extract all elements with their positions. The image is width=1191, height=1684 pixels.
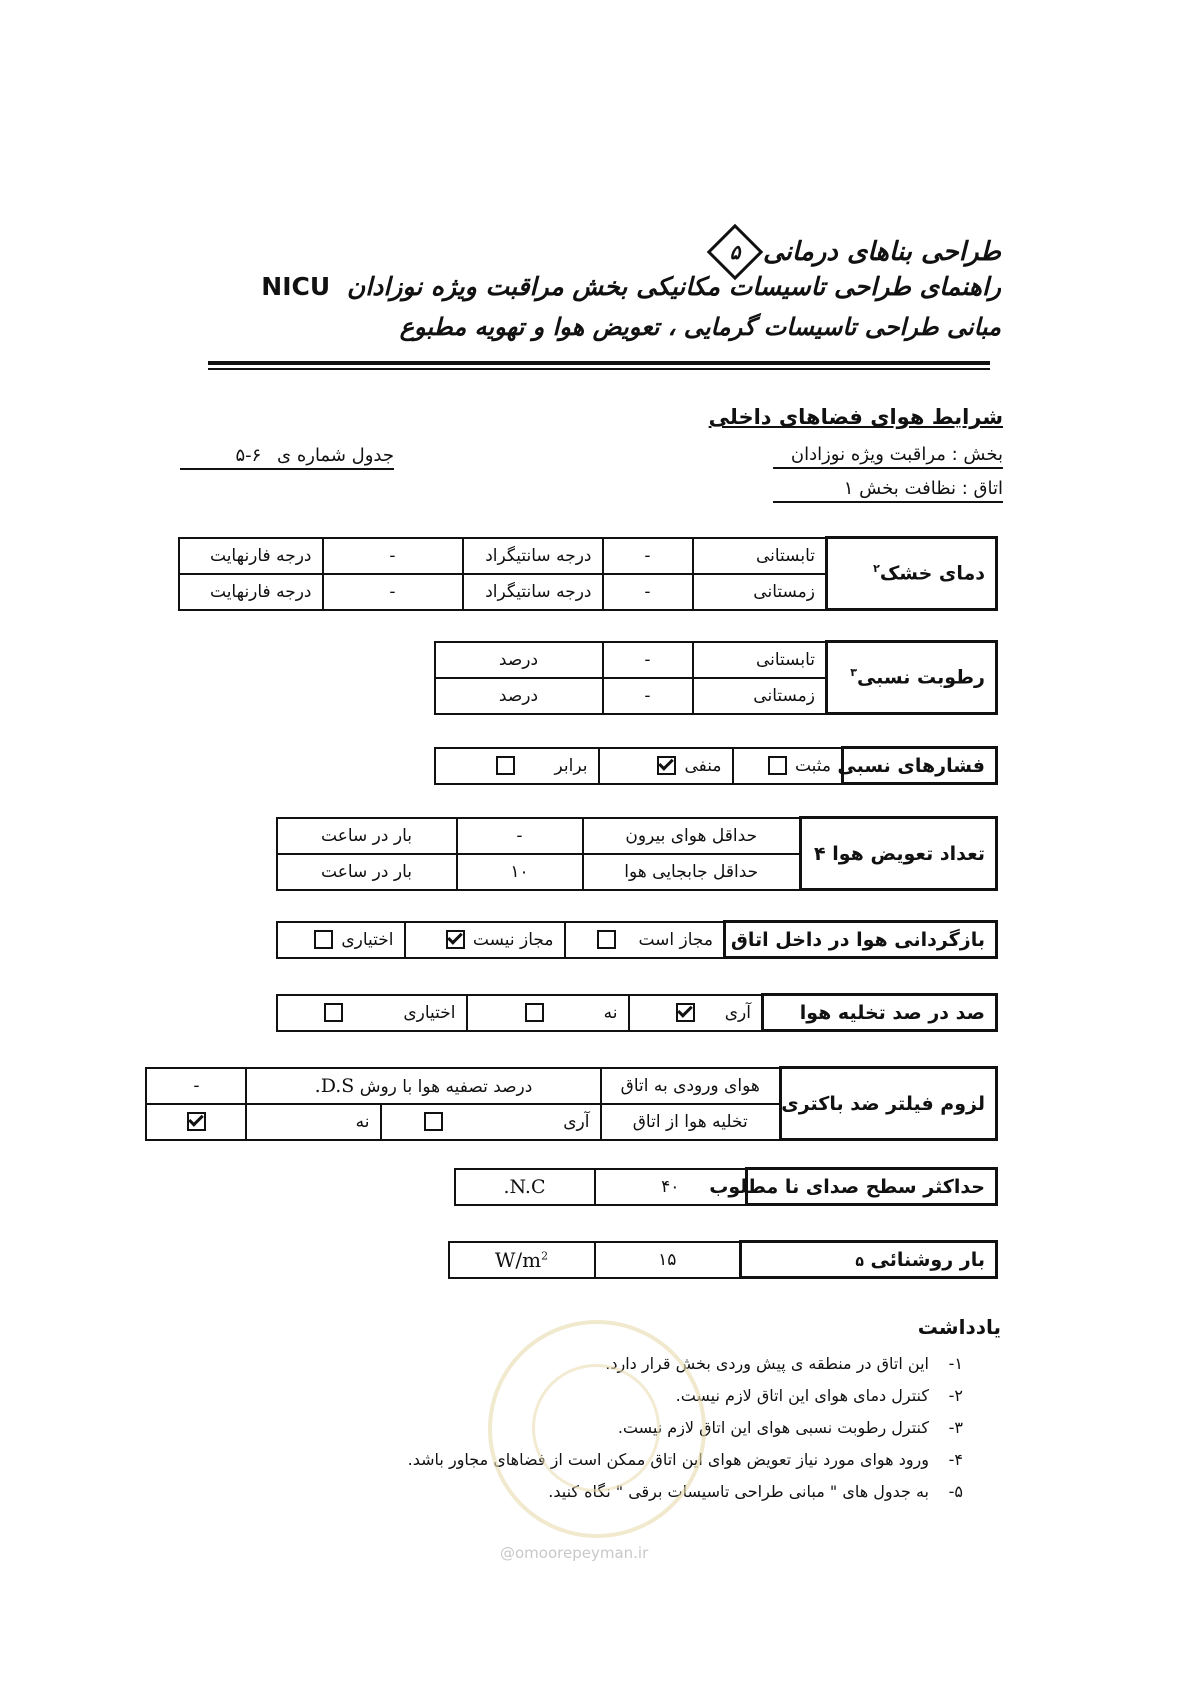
filter-label: لزوم فیلتر ضد باکتری bbox=[781, 1068, 997, 1140]
header-rule-thin bbox=[208, 368, 990, 370]
winter-label: زمستانی bbox=[693, 574, 827, 610]
exhaust-no: نه bbox=[467, 995, 629, 1031]
humidity-winter-value: - bbox=[603, 678, 693, 714]
pressure-negative: منفی bbox=[599, 748, 733, 784]
optional-checkbox[interactable] bbox=[314, 930, 333, 949]
humidity-winter: زمستانی bbox=[693, 678, 827, 714]
lighting-table bbox=[448, 1240, 999, 1279]
filter-yes: آری bbox=[381, 1104, 601, 1140]
watermark-seal bbox=[488, 1320, 706, 1538]
summer-label: تابستانی bbox=[693, 538, 827, 574]
at-icon: @ bbox=[500, 1544, 515, 1562]
exhaust-optional-checkbox[interactable] bbox=[324, 1003, 343, 1022]
min-air-change: حداقل جابجایی هوا bbox=[583, 854, 801, 890]
filter-no: نه bbox=[246, 1104, 380, 1140]
min-air-change-value: ۱۰ bbox=[457, 854, 583, 890]
recirc-optional: اختیاری bbox=[277, 922, 405, 958]
winter-c-value: - bbox=[603, 574, 693, 610]
noise-unit: N.C. bbox=[455, 1169, 595, 1205]
filter-no-cell bbox=[146, 1104, 246, 1140]
equal-checkbox[interactable] bbox=[496, 756, 515, 775]
note-item: ۱-این اتاق در منطقه ی پیش وردی بخش قرار دارد. bbox=[605, 1354, 963, 1373]
recirculation-label: بازگردانی هوا در داخل اتاق bbox=[725, 922, 997, 958]
filter-method: درصد تصفیه هوا با روش D.S. bbox=[246, 1068, 600, 1104]
watermark-url: @omoorepeyman.ir bbox=[500, 1544, 649, 1562]
header-nicu: NICU bbox=[261, 272, 331, 301]
summer-c-value: - bbox=[603, 538, 693, 574]
header-rule bbox=[208, 361, 990, 365]
recirc-allowed: مجاز است bbox=[565, 922, 725, 958]
filter-percent-value: - bbox=[146, 1068, 246, 1104]
note-item: ۵-به جدول های " مبانی طراحی تاسیسات برقی " نگاه کنید. bbox=[548, 1482, 963, 1501]
allowed-checkbox[interactable] bbox=[597, 930, 616, 949]
watermark-seal-inner bbox=[532, 1364, 660, 1492]
air-change-label: تعداد تعویض هوا ۴ bbox=[801, 818, 997, 890]
winter-f-unit: درجه فارنهایت bbox=[179, 574, 323, 610]
humidity-summer-unit: درصد bbox=[435, 642, 603, 678]
exhaust-no-checkbox[interactable] bbox=[525, 1003, 544, 1022]
header-line1 bbox=[715, 232, 1001, 272]
summer-c-unit: درجه سانتیگراد bbox=[463, 538, 603, 574]
min-outdoor-air-value: - bbox=[457, 818, 583, 854]
humidity-label: رطوبت نسبی$^۳$ bbox=[827, 642, 997, 714]
dry-temp-label: دمای خشک$^۲$ bbox=[827, 538, 997, 610]
lighting-unit: $W/m^2$ bbox=[449, 1242, 595, 1278]
note-item: ۲-کنترل دمای هوای این اتاق لازم نیست. bbox=[675, 1386, 963, 1405]
noise-value: ۴۰ bbox=[595, 1169, 747, 1205]
recirculation-table bbox=[276, 920, 999, 959]
note-item: ۴-ورود هوای مورد نیاز تعویض هوای این اتاق ممکن است از فضاهای مجاور باشد. bbox=[407, 1450, 963, 1469]
room-line: اتاق : نظافت بخش ۱ bbox=[773, 478, 1003, 503]
supply-air: هوای ورودی به اتاق bbox=[601, 1068, 781, 1104]
exhaust-label: صد در صد تخلیه هوا bbox=[763, 995, 997, 1031]
note-item: ۳-کنترل رطوبت نسبی هوای این اتاق لازم نیست. bbox=[617, 1418, 963, 1437]
min-air-change-unit: بار در ساعت bbox=[277, 854, 457, 890]
not-allowed-checkbox[interactable] bbox=[446, 930, 465, 949]
humidity-table bbox=[434, 640, 999, 715]
department-line: بخش : مراقبت ویژه نوزادان bbox=[773, 444, 1003, 469]
filter-no-checkbox[interactable] bbox=[187, 1112, 206, 1131]
air-change-table bbox=[276, 816, 999, 891]
section-title: شرایط هوای فضاهای داخلی bbox=[708, 405, 1003, 429]
filter-table bbox=[145, 1066, 998, 1141]
lighting-label: بار روشنائی ۵ bbox=[741, 1242, 997, 1278]
header-line2-text: راهنمای طراحی تاسیسات مکانیکی بخش مراقبت ویژه نوزادان bbox=[346, 272, 1001, 301]
dry-temp-table bbox=[178, 536, 999, 611]
pressure-table bbox=[434, 746, 999, 785]
pressure-equal: برابر bbox=[435, 748, 599, 784]
recirc-not-allowed: مجاز نیست bbox=[405, 922, 565, 958]
filter-yes-checkbox[interactable] bbox=[424, 1112, 443, 1131]
notes-title: یادداشت bbox=[917, 1315, 1001, 1339]
humidity-summer-value: - bbox=[603, 642, 693, 678]
noise-table bbox=[454, 1167, 999, 1206]
min-outdoor-air: حداقل هوای بیرون bbox=[583, 818, 801, 854]
positive-checkbox[interactable] bbox=[768, 756, 787, 775]
exhaust-air: تخلیه هوا از اتاق bbox=[601, 1104, 781, 1140]
exhaust-table bbox=[276, 993, 999, 1032]
negative-checkbox[interactable] bbox=[657, 756, 676, 775]
humidity-summer: تابستانی bbox=[693, 642, 827, 678]
summer-f-unit: درجه فارنهایت bbox=[179, 538, 323, 574]
winter-c-unit: درجه سانتیگراد bbox=[463, 574, 603, 610]
summer-f-value: - bbox=[323, 538, 463, 574]
header-line3: مبانی طراحی تاسیسات گرمایی ، تعویض هوا و تهویه مطبوع bbox=[399, 312, 1001, 341]
winter-f-value: - bbox=[323, 574, 463, 610]
chapter-badge: ۵ bbox=[707, 224, 764, 281]
noise-label: حداکثر سطح صدای نا مطلوب bbox=[747, 1169, 997, 1205]
pressure-positive: مثبت bbox=[733, 748, 843, 784]
exhaust-optional: اختیاری bbox=[277, 995, 467, 1031]
min-outdoor-air-unit: بار در ساعت bbox=[277, 818, 457, 854]
exhaust-yes: آری bbox=[629, 995, 763, 1031]
header-line1-text: طراحی بناهای درمانی bbox=[763, 237, 1001, 267]
lighting-value: ۱۵ bbox=[595, 1242, 741, 1278]
pressure-label: فشارهای نسبی bbox=[843, 748, 997, 784]
exhaust-yes-checkbox[interactable] bbox=[676, 1003, 695, 1022]
table-number: جدول شماره ی ۶-۵ bbox=[180, 445, 394, 470]
header-line2 bbox=[261, 272, 1001, 301]
humidity-winter-unit: درصد bbox=[435, 678, 603, 714]
